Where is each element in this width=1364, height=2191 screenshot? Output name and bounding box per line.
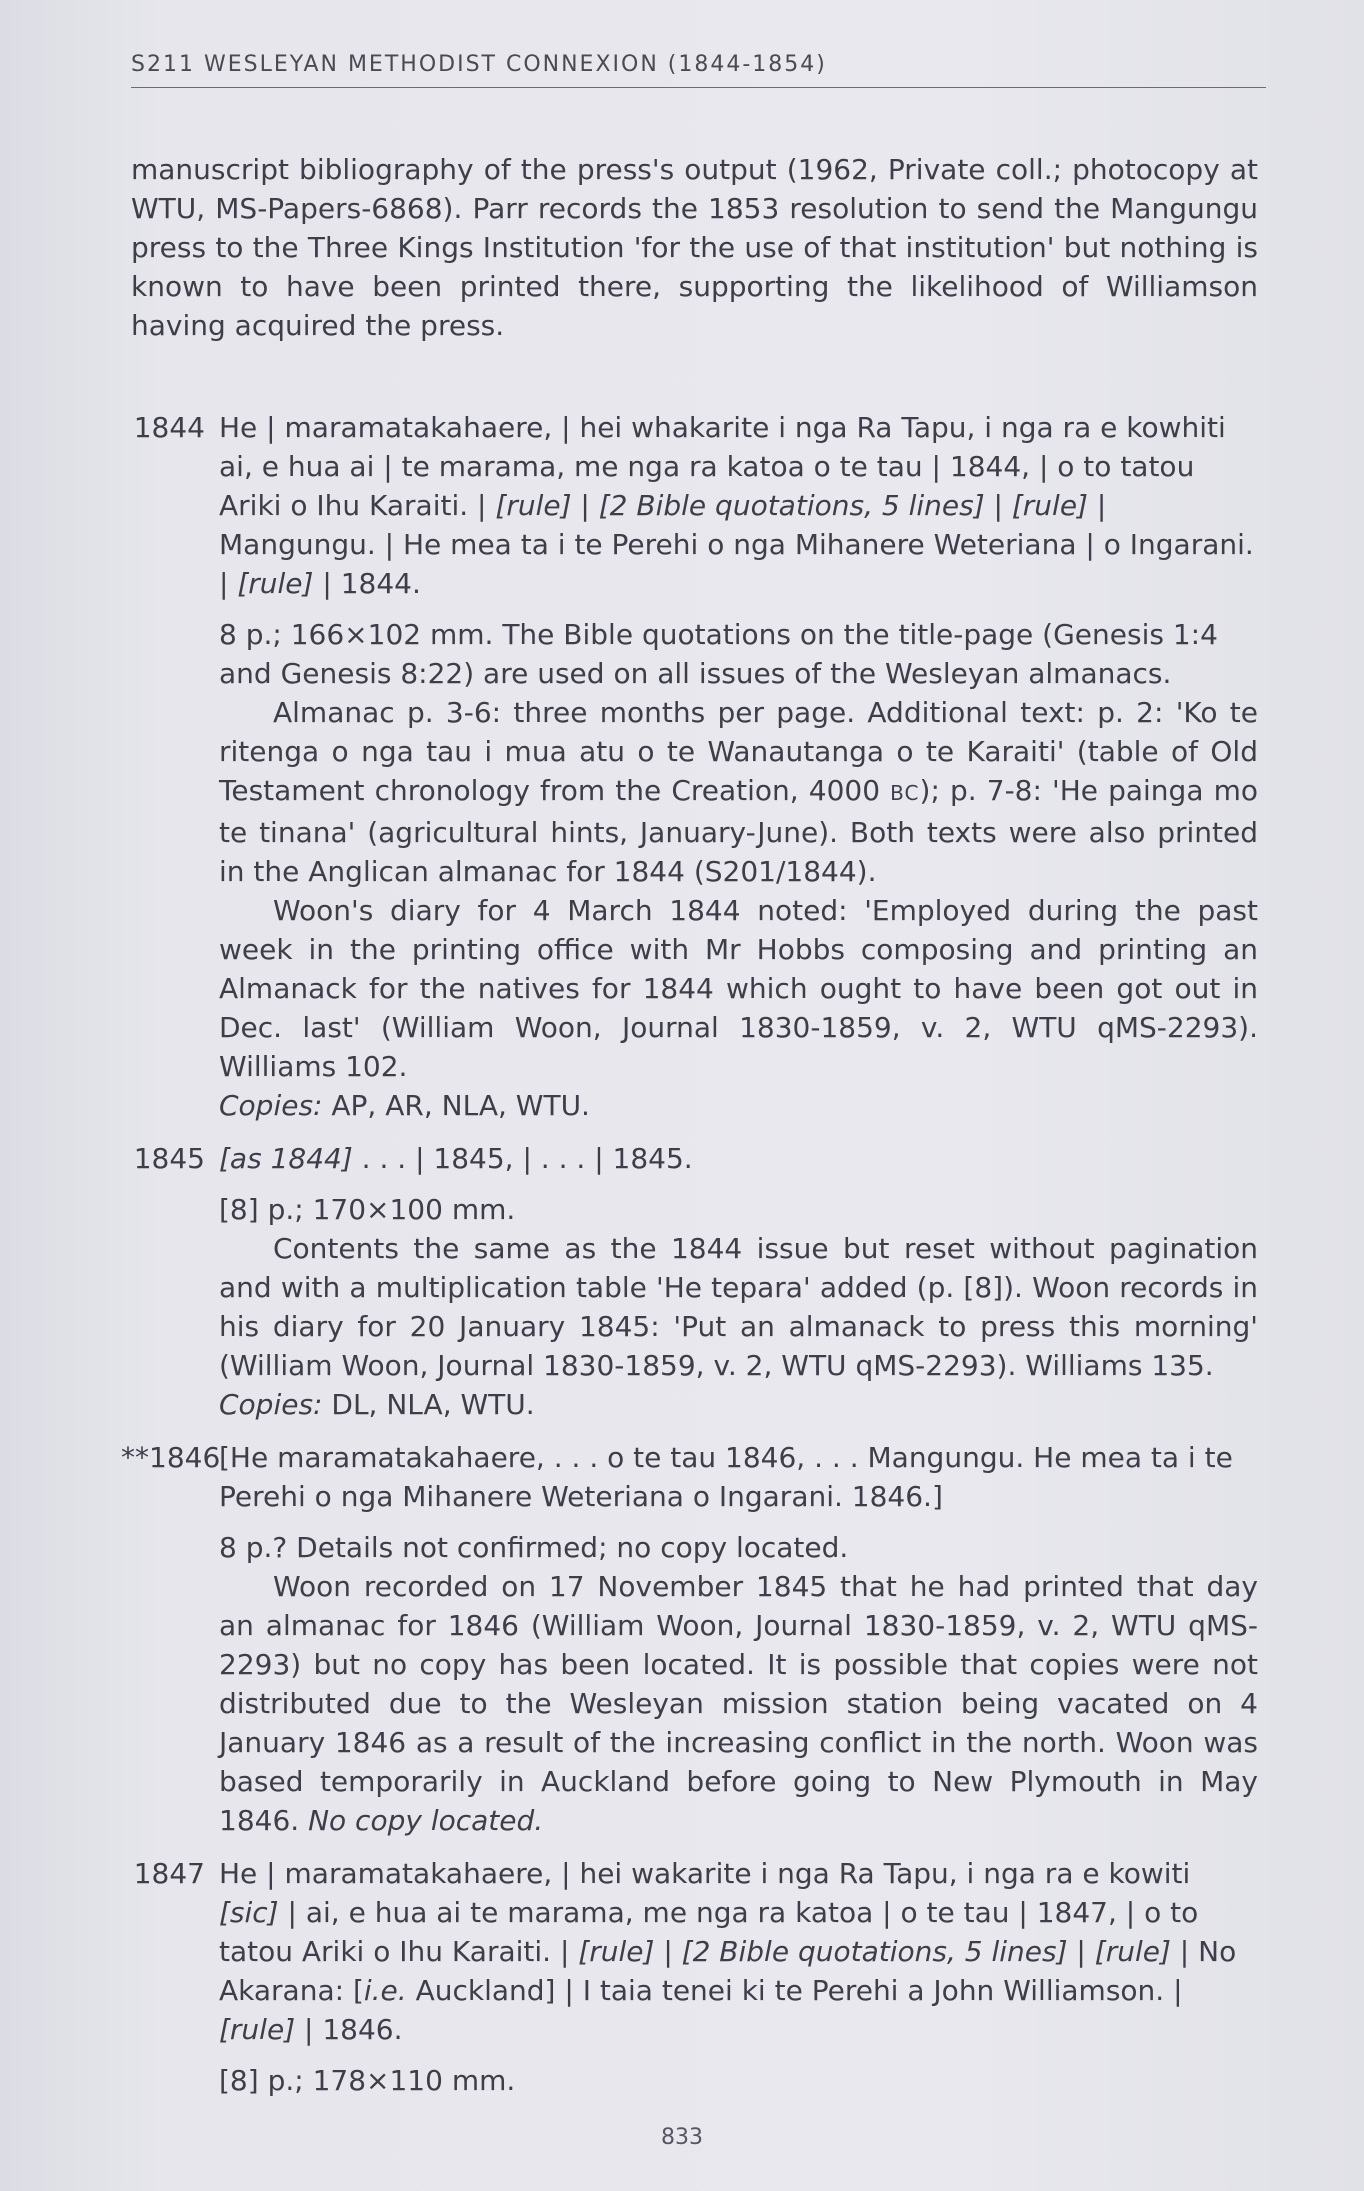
entry-year: 1847 <box>133 1857 205 1890</box>
title-italic: [rule] <box>495 489 572 522</box>
copies-list: DL, NLA, WTU. <box>322 1388 535 1421</box>
entry-1847 <box>131 1854 1258 2100</box>
title-italic: [rule] <box>1011 489 1088 522</box>
title-text: | Mangungu. | He mea ta i te Perehi o nga Mihanere Weteriana | o Ingarani. | <box>219 489 1254 600</box>
entry-1844 <box>131 408 1258 1125</box>
copies-label: Copies: <box>219 1388 323 1421</box>
entry-details: [8] p.; 170×100 mm. <box>219 1193 516 1226</box>
entry-note: Contents the same as the 1844 issue but reset without pagination and with a multiplication table 'He tepara' added (p. [8]). Woon records in his diary for 20 January 1845: 'Put an almanack to press this morning' (William Woon, Journal 1830-1859, v. 2, WTU qMS-2293). Williams 135. <box>219 1232 1258 1382</box>
entry-title <box>219 1854 1258 2049</box>
title-italic: [2 Bible quotations, 5 lines] <box>598 489 985 522</box>
entry-year: **1846 <box>121 1441 221 1474</box>
copies-list: AP, AR, NLA, WTU. <box>322 1089 590 1122</box>
entry-details: 8 p.; 166×102 mm. The Bible quotations on the title-page (Genesis 1:4 and Genesis 8:22) are used on all issues of the Wesleyan almanacs. <box>219 618 1218 690</box>
entry-1846 <box>121 1438 1258 1840</box>
no-copy-note: No copy located. <box>308 1804 544 1837</box>
title-text: | ai, e hua ai te marama, me nga ra katoa | o te tau | 1847, | o to tatou Ariki o Ihu Karaiti. | <box>219 1896 1199 1968</box>
entry-details: 8 p.? Details not confirmed; no copy located. <box>219 1531 849 1564</box>
title-text: | 1844. <box>313 567 421 600</box>
title-text: . . . | 1845, | . . . | 1845. <box>352 1142 693 1175</box>
title-italic: [sic] <box>219 1896 279 1929</box>
title-italic: [2 Bible quotations, 5 lines] <box>681 1935 1068 1968</box>
entry-note <box>219 693 1258 891</box>
title-italic: [as 1844] <box>219 1142 353 1175</box>
title-text: He | maramatakahaere, | hei wakarite i nga Ra Tapu, i nga ra e kowiti <box>219 1857 1191 1890</box>
title-italic: [rule] <box>237 567 314 600</box>
running-header: S211 WESLEYAN METHODIST CONNEXION (1844-1854) <box>131 52 1266 88</box>
title-text: He | maramatakahaere, | hei whakarite i nga Ra Tapu, i nga ra e kowhiti ai, e hua ai | te marama, me nga ra katoa o te tau | 1844, | o to tatou Ariki o Ihu Karaiti. | <box>219 411 1226 522</box>
entry-note <box>219 1567 1258 1840</box>
note-text: Almanac p. 3-6: three months per page. Additional text: p. 2: 'Ko te ritenga o nga tau i mua atu o te Wanautanga o te Karaiti' (table of Old Testament chronology from the Creation, 4000 <box>219 696 1258 807</box>
entry-copies <box>219 1385 1258 1424</box>
title-text: | <box>571 489 599 522</box>
title-text: | <box>654 1935 682 1968</box>
title-italic: [rule] <box>1094 1935 1171 1968</box>
entry-details: [8] p.; 178×110 mm. <box>219 2064 516 2097</box>
entry-copies <box>219 1086 1258 1125</box>
title-italic: i.e. <box>363 1974 407 2007</box>
copies-label: Copies: <box>219 1089 323 1122</box>
title-text: | 1846. <box>295 2013 403 2046</box>
title-text: | <box>1067 1935 1095 1968</box>
note-text: ); p. 7-8: 'He painga mo te tinana' (agricultural hints, January-June). Both texts were also printed in the Anglican almanac for 1844 (S201/1844). <box>219 774 1258 888</box>
main-text <box>121 150 1258 2114</box>
entry-year: 1845 <box>133 1142 205 1175</box>
page-number: 833 <box>661 2125 703 2150</box>
entry-note: Woon's diary for 4 March 1844 noted: 'Employed during the past week in the printing office with Mr Hobbs composing and printing an Almanack for the natives for 1844 which ought to have been got out in Dec. last' (William Woon, Journal 1830-1859, v. 2, WTU qMS-2293). Williams 102. <box>219 894 1258 1083</box>
title-italic: [rule] <box>219 2013 296 2046</box>
intro-paragraph: manuscript bibliography of the press's output (1962, Private coll.; photocopy at WTU, MS-Papers-6868). Parr records the 1853 resolution to send the Mangungu press to the Three Kings Institution 'for the use of that institution' but nothing is known to have been printed there, supporting the likelihood of Williamson having acquired the press. <box>131 153 1258 342</box>
title-text: | <box>984 489 1012 522</box>
entry-year: 1844 <box>133 411 205 444</box>
entry-1845 <box>131 1139 1258 1424</box>
title-text: | No Akarana: [ <box>219 1935 1237 2007</box>
title-italic: [rule] <box>578 1935 655 1968</box>
entry-title <box>219 1139 1258 1178</box>
entry-title: [He maramatakahaere, . . . o te tau 1846, . . . Mangungu. He mea ta i te Perehi o nga Mihanere Weteriana o Ingarani. 1846.] <box>219 1441 1233 1513</box>
title-text: Auckland] | I taia tenei ki te Perehi a John Williamson. | <box>406 1974 1183 2007</box>
note-text: Woon recorded on 17 November 1845 that he had printed that day an almanac for 1846 (William Woon, Journal 1830-1859, v. 2, WTU qMS-2293) but no copy has been located. It is possible that copies were not distributed due to the Wesleyan mission station being vacated on 4 January 1846 as a result of the increasing conflict in the north. Woon was based temporarily in Auckland before going to New Plymouth in May 1846. <box>219 1570 1258 1837</box>
note-smallcaps: BC <box>890 781 920 805</box>
entry-title <box>219 408 1258 603</box>
